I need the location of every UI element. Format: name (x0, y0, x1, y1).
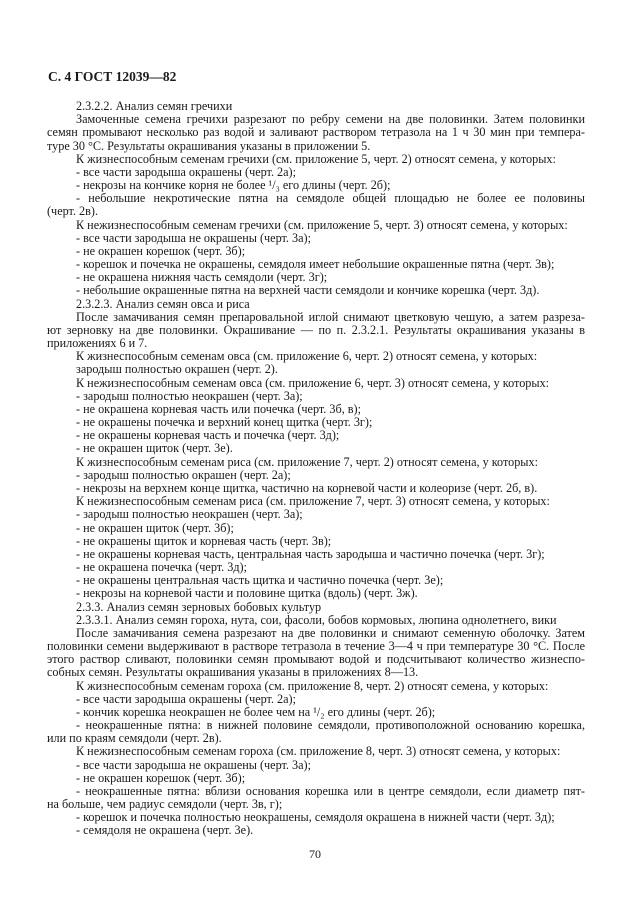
text-line: - все части зародыша не окрашены (черт. 3а); (76, 230, 311, 245)
text-line: этого раствор сливают, половинки семян промывают водой и подсчитывают количество жизнеспо- (47, 653, 585, 667)
text-line: семян промывают несколько раз водой и заливают раствором тетразола на 1 ч 30 мин при темпера- (47, 126, 585, 140)
text-line: - не окрашен корешок (черт. 3б); (76, 243, 246, 258)
text-line: К нежизнеспособным семенам риса (см. приложение 7, черт. 3) относят семена, у которых: (76, 494, 550, 509)
text-line: приложениях 6 и 7. (47, 336, 148, 351)
text-line: - корешок и почечка полностью неокрашены, семядоля окрашена в нижней части (черт. 3д); (76, 810, 555, 825)
text-line: зародыш полностью окрашен (черт. 2). (76, 362, 278, 377)
text-line: - небольшие некротические пятна на семядоле общей площадью не более ее половины (76, 192, 585, 206)
text-line: 2.3.2.2. Анализ семян гречихи (76, 99, 233, 113)
text-line: ют зерновку на две половинки. Окрашивание — по п. 2.3.2.1. Результаты окрашивания указаны в (47, 323, 585, 337)
text-line: - зародыш полностью окрашен (черт. 2а); (76, 467, 291, 482)
text-line: - некрозы на кончике корня не более ¹/₃ его длины (черт. 2б); (76, 178, 391, 193)
text-line: 2.3.3. Анализ семян зерновых бобовых культур (76, 599, 322, 614)
text-line: К нежизнеспособным семенам овса (см. приложение 6, черт. 3) относят семена, у которых: (76, 375, 550, 390)
text-line: - неокрашенные пятна: вблизи основания корешка или в центре семядоли, если диаметр пят- (76, 784, 585, 798)
text-line: 2.3.3.1. Анализ семян гороха, нута, сои, фасоли, бобов кормовых, люпина однолетнего, вики (76, 612, 557, 627)
text-line: - не окрашены почечка и верхний конец щитка (черт. 3г); (76, 415, 373, 430)
text-line: 2.3.2.3. Анализ семян овса и риса (76, 296, 250, 311)
text-line: К жизнеспособным семенам гречихи (см. приложение 5, черт. 2) относят семена, у которых: (76, 151, 556, 166)
text-line: К нежизнеспособным семенам гороха (см. приложение 8, черт. 3) относят семена, у которых: (76, 744, 561, 759)
text-line: Замоченные семена гречихи разрезают по ребру семени на две половинки. Затем половинки (76, 113, 585, 127)
text-line: - не окрашена корневая часть или почечка (черт. 3б, в); (76, 401, 361, 416)
text-line: - все части зародыша окрашены (черт. 2а); (76, 691, 296, 706)
text-line: - все части зародыша окрашены (черт. 2а); (76, 164, 296, 179)
text-line: - кончик корешка неокрашен не более чем на ¹/₂ его длины (черт. 2б); (76, 704, 436, 719)
text-line: К жизнеспособным семенам гороха (см. приложение 8, черт. 2) относят семена, у которых: (76, 678, 549, 693)
text-line: - все части зародыша не окрашены (черт. 3а); (76, 757, 311, 772)
text-line: К жизнеспособным семенам овса (см. приложение 6, черт. 2) относят семена, у которых: (76, 349, 538, 364)
text-line: - семядоля не окрашена (черт. 3е). (76, 823, 254, 838)
text-line: - не окрашена нижняя часть семядоли (черт. 3г); (76, 270, 328, 285)
page-number: 70 (309, 847, 321, 861)
text-line: - зародыш полностью неокрашен (черт. 3а); (76, 507, 303, 522)
text-line: - не окрашены центральная часть щитка и частично почечка (черт. 3е); (76, 573, 444, 588)
document-header: С. 4 ГОСТ 12039—82 (48, 69, 177, 84)
text-line: туре 30 °С. Результаты окрашивания указаны в приложении 5. (47, 138, 371, 153)
text-line: После замачивания семян препаровальной иглой снимают цветковую чешую, а затем разреза- (76, 310, 585, 324)
text-line: - некрозы на верхнем конце щитка, частично на корневой части и колеоризе (черт. 2б, в). (76, 480, 538, 495)
text-line: - не окрашены щиток и корневая часть (черт. 3в); (76, 533, 332, 548)
text-line: К нежизнеспособным семенам гречихи (см. приложение 5, черт. 3) относят семена, у которых: (76, 217, 568, 232)
text-line: на больше, чем радиус семядоли (черт. 3в, г); (47, 797, 283, 812)
text-line: - не окрашены корневая часть, центральная часть зародыша и частично почечка (черт. 3г); (76, 546, 545, 561)
text-line: - небольшие окрашенные пятна на верхней части семядоли и кончике корешка (черт. 3д). (76, 283, 540, 298)
text-line: К жизнеспособным семенам риса (см. приложение 7, черт. 2) относят семена, у которых: (76, 454, 538, 469)
text-line: половинки семени выдерживают в растворе тетразола в течение 3—4 ч при температуре 30 °С. После (47, 640, 585, 654)
text-line: - неокрашенные пятна: в нижней половине семядоли, противоположной основанию корешка, (76, 719, 585, 733)
text-line: собных семян. Результаты окрашивания указаны в приложениях 8—13. (47, 665, 419, 680)
text-line: - не окрашен щиток (черт. 3е). (76, 441, 233, 456)
text-line: - некрозы на корневой части и половине щитка (вдоль) (черт. 3ж). (76, 586, 418, 601)
text-line: - не окрашена почечка (черт. 3д); (76, 560, 248, 575)
text-line: - не окрашены корневая часть и почечка (черт. 3д); (76, 428, 340, 443)
text-line: После замачивания семена разрезают на две половинки и снимают семенную оболочку. Затем (76, 626, 585, 640)
text-line: - не окрашен щиток (черт. 3б); (76, 520, 234, 535)
text-line: (черт. 2в). (47, 204, 98, 219)
document-body (47, 100, 585, 838)
text-line: - зародыш полностью неокрашен (черт. 3а); (76, 388, 303, 403)
text-line: - не окрашен корешок (черт. 3б); (76, 770, 246, 785)
text-line: - корешок и почечка не окрашены, семядоля имеет небольшие окрашенные пятна (черт. 3в); (76, 257, 555, 272)
text-line: или по краям семядоли (черт. 2в). (47, 731, 222, 746)
